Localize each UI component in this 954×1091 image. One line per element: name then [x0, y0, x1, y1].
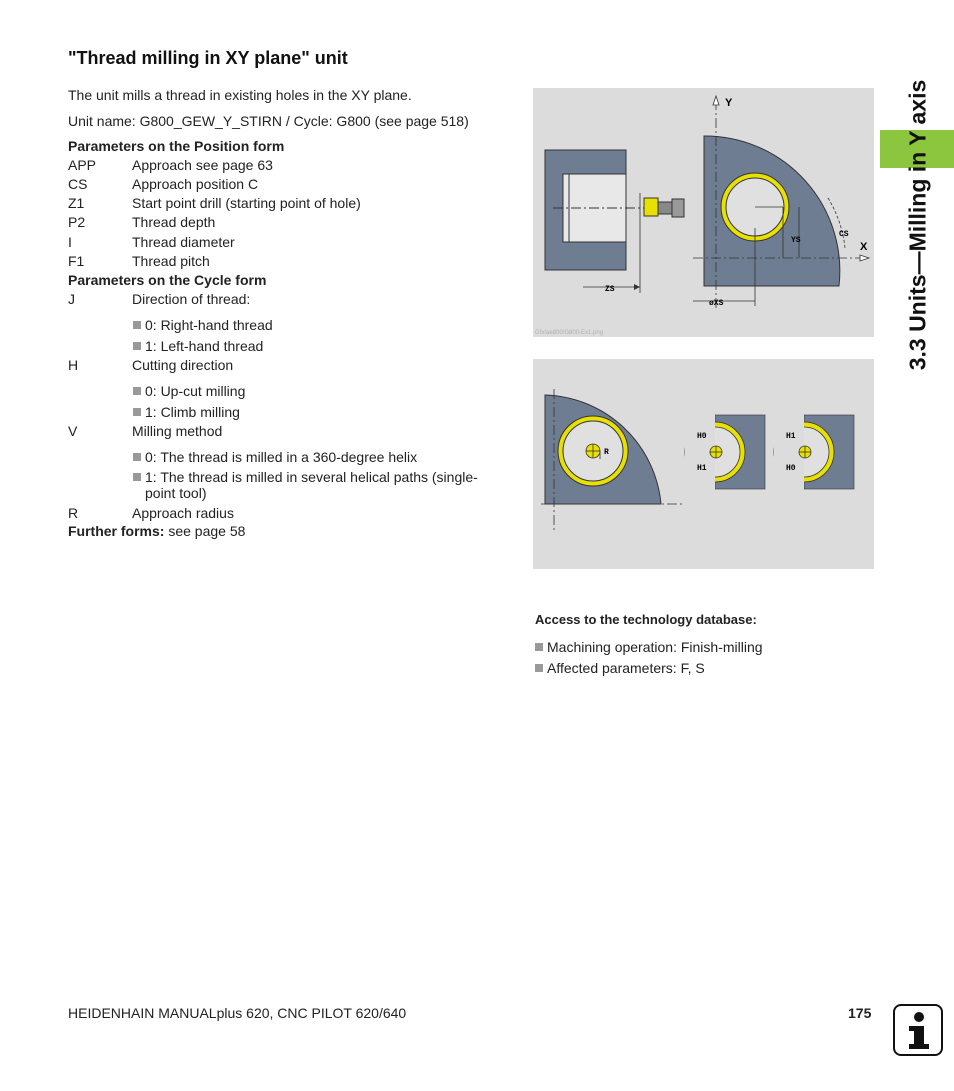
param-code: R [68, 505, 79, 521]
access-item: Machining operation: Finish-milling [535, 639, 763, 655]
figure-drawing [533, 359, 874, 569]
bullet-square-icon [535, 664, 543, 672]
figure-drawing [533, 88, 874, 337]
side-chapter-title: 3.3 Units—Milling in Y axis [904, 79, 931, 371]
param-code: H [68, 357, 79, 373]
bullet-square-icon [133, 387, 141, 395]
param-code: J [68, 291, 75, 307]
label-h0-top: H0 [697, 432, 707, 441]
param-desc: Start point drill (starting point of hole) [132, 195, 361, 211]
param-desc: Direction of thread: [132, 291, 251, 307]
param-code: Z1 [68, 195, 85, 211]
page-number: 175 [848, 1005, 872, 1021]
param-desc: Milling method [132, 423, 223, 439]
access-item: Affected parameters: F, S [535, 660, 705, 676]
option-item: 1: Left-hand thread [133, 338, 493, 354]
param-desc: Approach position C [132, 176, 259, 192]
option-item: 1: Climb milling [133, 404, 493, 420]
bullet-square-icon [133, 408, 141, 416]
option-item: 1: The thread is milled in several helical paths (single-point tool) [133, 469, 501, 501]
figure-caption: Gfx/ae800/G800-Ex1.png [535, 330, 604, 336]
label-xs: øXS [709, 299, 724, 308]
cycle-form-heading: Parameters on the Cycle form [68, 272, 267, 288]
unit-name-text: Unit name: G800_GEW_Y_STIRN / Cycle: G800 (see page 518) [68, 113, 469, 129]
figure-milling-direction [533, 359, 874, 569]
label-cs: CS [839, 230, 849, 239]
further-forms-text: see page 58 [164, 523, 246, 539]
option-item: 0: Right-hand thread [133, 317, 493, 333]
footer-text: HEIDENHAIN MANUALplus 620, CNC PILOT 620/640 [68, 1005, 407, 1021]
param-code: I [68, 234, 72, 250]
further-forms-label: Further forms: [68, 523, 165, 539]
param-desc: Thread depth [132, 214, 216, 230]
info-icon [893, 1004, 943, 1056]
bullet-square-icon [133, 321, 141, 329]
param-desc: Cutting direction [132, 357, 234, 373]
label-h1-bottom: H1 [697, 464, 707, 473]
param-code: APP [68, 157, 97, 173]
intro-text: The unit mills a thread in existing holes in the XY plane. [68, 87, 412, 103]
label-h0-bottom: H0 [786, 464, 796, 473]
label-h1-top: H1 [786, 432, 796, 441]
bullet-square-icon [133, 453, 141, 461]
label-ys: YS [791, 236, 801, 245]
section-title: "Thread milling in XY plane" unit [68, 48, 348, 68]
bullet-square-icon [535, 643, 543, 651]
param-desc: Approach see page 63 [132, 157, 273, 173]
bullet-square-icon [133, 473, 141, 481]
param-code: F1 [68, 253, 85, 269]
option-item: 0: Up-cut milling [133, 383, 493, 399]
figure-thread-position [533, 88, 874, 337]
access-heading: Access to the technology database: [535, 612, 757, 627]
label-zs: ZS [605, 285, 615, 294]
param-desc: Thread diameter [132, 234, 235, 250]
label-x-axis: X [860, 241, 868, 253]
param-desc: Approach radius [132, 505, 234, 521]
param-desc: Thread pitch [132, 253, 210, 269]
further-forms [68, 523, 245, 539]
bullet-square-icon [133, 342, 141, 350]
option-item: 0: The thread is milled in a 360-degree helix [133, 449, 493, 465]
position-form-heading: Parameters on the Position form [68, 138, 285, 154]
param-code: V [68, 423, 78, 439]
param-code: CS [68, 176, 88, 192]
param-code: P2 [68, 214, 86, 230]
label-y-axis: Y [725, 97, 733, 109]
label-r: R [604, 448, 609, 457]
